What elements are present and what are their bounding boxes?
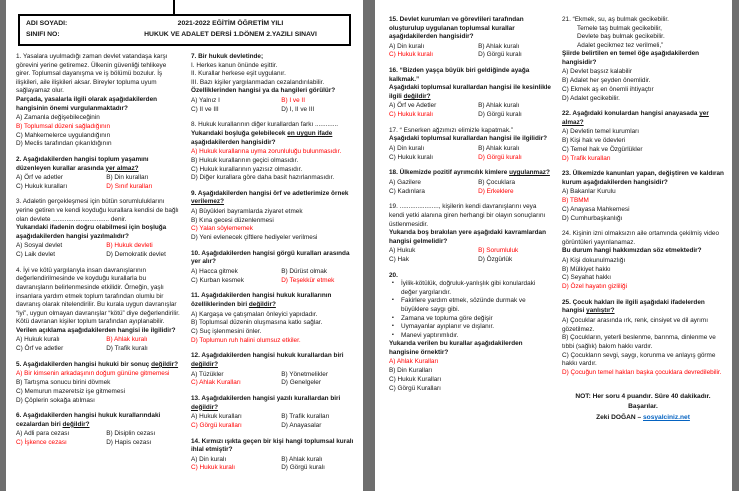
question-12-option-A: A) Tüzükler [191,370,224,378]
question-8-option-B: B) Hukuk kurallarının geçici olmasıdır. [191,156,299,164]
question-8 [191,121,355,183]
question-7-text: III. Bazı kişiler yargılanmadan cezalandırılabilir. [191,78,325,86]
page1-column-1 [16,53,180,480]
question-25-option-B: B) Çocukların, yeterli beslenme, barınma, dinlenme ve tıbbi (sağlık) bakım hakkı vardır. [562,334,716,351]
question-3-text: 3. Adaletin gerçekleşmesi için bütün sorumluluklarını yerine getiren ve kendi koyduğu kurallara kendisi de bağlı olan devlete ................................ denir. [16,198,179,223]
question-13 [191,395,355,431]
question-21-text: Şiirde belirtilen en temel öğe aşağıdakilerden hangisidir? [562,50,700,66]
question-25-option-D: D) Çocuğun temel hakları başka çocuklara devredilebilir. [562,369,722,377]
question-20-text: ▪ İyilik-kötülük, doğruluk-yanlışlık gibi konulardaki değer yargılarıdır. [389,280,551,297]
question-6-option-B: B) Disiplin cezası [106,430,156,438]
question-4-option-D: D) Trafik kuralı [106,345,148,353]
question-9-option-A: A) Büyükleri bayramlarda ziyaret etmek [191,208,303,216]
footer-website-link[interactable]: sosyalciniz.net [643,413,690,421]
question-8-option-C: C) Hukuk kurallarının yazısız olmasıdır. [191,165,303,173]
question-2-text: 2. Aşağıdakilerden hangisi toplum yaşamını düzenleyen kurallar arasında yer almaz? [16,155,149,172]
question-24-option-C: C) Seyahat hakkı [562,274,612,282]
question-12-option-C: C) Ahlak Kuralları [191,379,241,387]
page2-column-2-questions [562,16,724,378]
question-10 [191,250,355,286]
question-3-options [16,242,180,259]
question-19-option-C: C) Hak [389,256,409,263]
question-11-option-B: B) Toplumsal düzenin oluşmasına katkı sağlar. [191,319,323,327]
question-7-option-C: C) II ve III [191,105,219,113]
question-16-option-B: B) Ahlak kuralı [478,102,520,110]
question-1 [16,53,180,149]
question-2-options [16,174,180,191]
question-16-options [389,102,551,119]
question-11-options [191,311,355,346]
question-15 [389,16,551,60]
question-21-text: Adalet gecikmez tez verilmeli,” [577,41,664,49]
question-2-option-C: C) Hukuk kuralları [16,182,68,190]
question-20-option-B: B) Din Kuralları [389,367,433,375]
question-17-options [389,145,551,162]
question-20-text: ▪ Manevi yaptırımlıdır. [389,332,551,341]
question-7 [191,53,355,114]
question-12 [191,352,355,388]
question-10-text: 10. Aşağıdakilerden hangisi görgü kuralları arasında yer alır? [191,249,350,266]
question-21-option-D: D) Adalet gecikebilir. [562,94,620,102]
question-19-text: Yukarıda boş bırakılan yere aşağıdaki kavramlardan hangisi gelmelidir? [389,229,547,245]
question-6-text: 6. Aşağıdakilerden hangisi hukuk kurallarındaki cezalardan biri değildir? [16,412,161,428]
question-20-text: Yukarıda verilen bu kurallar aşağıdakilerden hangisine örnektir? [389,340,523,356]
question-15-option-C: C) Hukuk kuralı [389,51,434,59]
question-14-option-D: D) Görgü kuralı [281,464,325,472]
question-2-option-D: D) Sınıf kuralları [106,182,153,190]
question-21-options [562,68,724,103]
question-4-option-A: A) Hukuk kuralı [16,336,60,344]
question-19 [389,203,551,264]
question-3-option-A: A) Sosyal devlet [16,242,63,250]
question-10-option-B: B) Dürüst olmak [281,268,327,276]
exam-footer [562,392,724,424]
question-14 [191,438,355,474]
question-18-text: 18. Ülkemizde pozitif ayrımcılık kimlere uygulanmaz? [389,169,550,177]
question-13-option-C: C) Görgü kuralları [191,421,242,429]
question-2-option-B: B) Din kuralları [106,174,149,182]
question-25-text: 25. Çocuk hakları ile ilgili aşağıdaki ifadelerden hangisi yanlıştır? [562,298,705,315]
question-8-options [191,148,355,183]
question-22-text: 22. Aşağıdaki konulardan hangisi anayasada yer almaz? [562,110,709,126]
question-22-option-A: A) Devletin temel kurumları [562,128,640,136]
question-10-options [191,268,355,285]
question-13-option-B: B) Trafik kuralları [281,413,330,421]
question-15-option-D: D) Görgü kuralı [478,51,522,59]
question-13-options [191,413,355,430]
question-7-text: II. Kurallar herkese eşit uygulanır. [191,70,286,78]
footer-note: NOT: Her soru 4 puandır. Süre 40 dakikadır. [575,392,711,400]
question-11-option-D: D) Toplumun ruh halini olumsuz etkiler. [191,336,301,344]
question-13-option-A: A) Hukuk kuralları [191,413,242,421]
question-17-option-A: A) Din kuralı [389,145,425,153]
school-year-title: 2021-2022 EĞİTİM ÖĞRETİM YILI [177,20,284,27]
question-14-options [191,456,355,473]
question-5-options [16,370,180,405]
question-12-option-D: D) Genelgeler [281,379,321,387]
question-24 [562,230,724,292]
question-11-option-A: A) Kargaşa ve çatışmaları önleyici yapıdadır. [191,310,318,318]
footer-wishes: Başarılar. [628,403,658,411]
question-5-option-C: C) Memurun mazeretsiz işe gitmemesi [16,387,126,395]
footer-author: Zeki DOĞAN – [596,413,642,421]
question-18-option-D: D) Erkeklere [478,187,514,195]
question-24-options [562,257,724,292]
question-4-option-C: C) Örf ve adetler [16,345,64,353]
question-3-option-D: D) Demokratik devlet [106,251,166,259]
question-19-option-A: A) Hukuk [389,247,416,255]
exam-page-1 [6,0,363,491]
question-7-option-D: D) I, II ve III [281,105,315,113]
question-3-text: Yukarıdaki ifadenin doğru olabilmesi için boşluğa aşağıdakilerden hangisi yazılmalıdır? [16,224,167,240]
question-9-option-B: B) Kına gecesi düzenlenmesi [191,216,274,224]
question-4 [16,267,180,354]
question-16-text: 16. “Bizden yaşça büyük biri geldiğinde ayağa kalkmak.” [389,67,530,83]
question-15-options [389,43,551,60]
question-19-option-D: D) Özgürlük [478,256,513,263]
question-7-text: I. Herkes kanun önünde eşittir. [191,61,278,69]
question-23-option-B: B) TBMM [562,197,589,205]
question-20-option-A: A) Ahlak Kuralları [389,358,439,366]
question-16 [389,67,551,120]
question-20-option-C: C) Görgü Kuralları [389,384,441,392]
question-18 [389,169,551,196]
question-20 [389,272,551,394]
question-8-option-D: D) Diğer kurallara göre daha basit hazırlanmasıdır. [191,174,335,182]
question-16-option-A: A) Örf ve Adetler [389,102,437,110]
question-1-text: Parçada, yasalarla ilgili olarak aşağıdakilerden hangisinin önemi vurgulanmaktadır? [16,95,158,112]
question-23-option-A: A) Bakanlar Kurulu [562,188,616,196]
question-8-text: 8. Hukuk kurallarının diğer kurallardan farkı ............. [191,121,339,129]
question-5-option-B: B) Tartışma sonucu birini dövmek [16,379,111,387]
question-23-text: 23. Ülkemizde kanunları yapan, değiştiren ve kaldıran kurum aşağıdakilerden hangisidir? [562,170,724,186]
class-number-label: SINIFI NO: [26,30,60,38]
question-21-option-B: B) Adalet her şeyden önemlidir. [562,77,651,85]
question-9-text: 9. Aşağıdakilerden hangisi örf ve adetlerimize örnek verilemez? [191,189,349,206]
question-18-option-B: B) Çocuklara [478,179,516,186]
question-23-options [562,188,724,223]
question-20-text: ▪ Zamana ve topluma göre değişir [389,315,551,324]
page1-column-2 [191,53,355,480]
question-17 [389,127,551,163]
question-1-option-C: C) Mahkemelerce uygulandığının [16,131,111,139]
question-23 [562,170,724,223]
question-21-text: Devlete baş bulmak gecikebilir. [577,33,665,41]
question-10-option-D: D) Teşekkür etmek [281,276,335,284]
question-24-option-D: D) Özel hayatın gizliliği [562,283,627,291]
question-13-option-D: D) Anayasalar [281,421,322,429]
question-15-option-B: B) Ahlak kuralı [478,42,520,50]
question-6-options [16,430,180,447]
question-19-text: 19. ......................, kişilerin kendi davranışlarını veya kendi yetki alanına giren herhangi bir olayın sonuçlarını üstlenmesidir. [389,203,546,228]
question-4-text: Verilen açıklama aşağıdakilerden hangisi ile ilgilidir? [16,326,176,334]
question-6-option-C: C) İşkence cezası [16,439,67,447]
question-22-option-B: B) Kişi hak ve ödevleri [562,137,626,145]
student-name-label: ADI SOYADI: [26,20,68,27]
question-20-text: 20. [389,271,398,279]
question-10-option-C: C) Kurban kesmek [191,276,244,284]
question-6-option-D: D) Hapis cezası [106,439,152,447]
question-20-text: ▪ Uymayanlar ayıplanır ve dışlanır. [389,323,551,332]
question-21-option-A: A) Devlet başsız kalabilir [562,68,632,76]
question-22-options [562,128,724,163]
question-20-text: ▪ Fakirlere yardım etmek, sözünde durmak ve büyüklere saygı gibi. [389,297,551,314]
question-23-option-C: C) Anayasa Mahkemesi [562,205,630,213]
question-10-option-A: A) Hacca gitmek [191,268,238,276]
question-3-option-B: B) Hukuk devleti [106,242,153,250]
question-12-text: 12. Aşağıdakilerden hangisi hukuk kurallardan biri değildir? [191,352,344,368]
question-1-option-B: B) Toplumsal düzeni sağladığının [16,122,111,130]
question-15-option-A: A) Din kuralı [389,42,425,50]
question-16-text: Aşağıdaki toplumsal kurallardan hangisi ile kesinlikle ilgili değildir? [389,84,551,100]
question-19-options [389,247,551,264]
question-7-text: Özelliklerinden hangisi ya da hangileri görülür? [191,87,336,95]
question-17-text: Aşağıdaki toplumsal kurallardan hangisi ile ilgilidir? [389,135,548,143]
question-24-option-B: B) Mülkiyet hakkı [562,265,611,273]
question-4-option-B: B) Ahlak kuralı [106,336,148,344]
question-9-option-D: D) Yeni evlenecek çiftlere hediyeler verilmesi [191,234,318,242]
question-9-options [191,208,355,243]
question-19-option-B: B) Sorumluluk [478,247,519,255]
question-1-text: 1. Yasalara uyulmadığı zaman devlet vatandaşa karşı görevini yerine getiremez. Ülkenin güvenliği tehlikeye girer. Toplumsal dayanışma ve iş bölümü bozulur. İş ilişkileri, aile ilişkileri aksar. Bireyler topluma uyum sağlayamaz olur. [16,53,168,95]
question-20-option-C: C) Hukuk Kuralları [389,375,442,383]
page2-column-1 [389,16,551,423]
question-14-option-C: C) Hukuk kuralı [191,464,236,472]
question-4-text: 4. İyi ve kötü yargılarıyla insan davranışlarının değerlendirilmesinde ve koyduğu kurallarla bu davranışların belirlenmesinde etkilidir. Örneğin, yaşlı insanlara yardım etmek toplum tarafından olumlu bir davranış olarak nitelendirilir. Bu kurala uygun davranışlar “iyi”, uygun olmayan davranışlar “kötü” diye değerlendirilir. Kötü davranan kişiler toplum tarafından ayıplanabilir. [16,266,180,326]
exam-header-box [18,14,351,46]
question-25-option-A: A) Çocuklar arasında ırk, renk, cinsiyet ve dil ayrımı gözetilmez. [562,316,708,333]
question-1-option-D: D) Meclis tarafından çıkarıldığının [16,140,112,148]
question-5-text: 5. Aşağıdakilerden hangisi hukuki bir sonuç değildir? [16,360,179,368]
question-17-text: 17. “ Esnerken ağzımızı elimizle kapatmak.” [389,126,513,134]
question-1-options [16,114,180,149]
question-21 [562,16,724,103]
question-3-option-C: C) Laik devlet [16,251,56,259]
question-24-option-A: A) Kişi dokunulmazlığı [562,256,626,264]
question-11-option-C: C) Suç işlenmesini önler. [191,328,262,335]
question-14-option-B: B) Ahlak kuralı [281,455,323,463]
question-8-option-A: A) Hukuk kurallarına uyma zorunluluğu bulunmasıdır. [191,148,342,156]
question-17-option-D: D) Görgü kuralı [478,153,522,161]
question-4-options [16,336,180,353]
question-22-option-C: C) Temel hak ve Özgürlükler [562,145,643,153]
question-11 [191,292,355,345]
question-8-text: Yukarıdaki boşluğa gelebilecek en uygun ifade aşağıdakilerden hangisidir? [191,129,333,146]
question-9 [191,190,355,243]
question-6-option-A: A) Adli para cezası [16,430,70,438]
question-18-option-C: C) Kadınlara [389,187,425,195]
question-25-options [562,317,724,378]
question-21-text: 21. “Ekmek, su, aş bulmak gecikebilir. [562,16,669,23]
question-6 [16,412,180,448]
question-5-option-D: D) Çöplerin sokağa atılması [16,396,95,404]
question-22-option-D: D) Trafik kuralları [562,154,611,162]
question-14-option-A: A) Din kuralı [191,455,227,463]
exam-page-2 [375,0,732,491]
question-7-text: 7. Bir hukuk devletinde; [191,53,264,61]
question-13-text: 13. Aşağıdakilerden hangisi yazılı kurallardan biri değildir? [191,394,341,411]
question-16-option-D: D) Görgü kuralı [478,111,522,119]
question-18-option-A: A) Gazilere [389,179,421,186]
question-5-option-A: A) Bir kimsenin arkadaşının doğum gününe gitmemesi [16,370,170,378]
question-2-option-A: A) Örf ve adetler [16,174,63,182]
question-18-options [389,179,551,196]
question-3 [16,198,180,259]
question-1-option-A: A) Zamanla değişebileceğinin [16,114,100,122]
question-22 [562,110,724,163]
question-7-option-B: B) I ve II [281,96,305,104]
question-21-option-C: C) Ekmek aş en önemli ihtiyaçtır [562,85,654,93]
question-14-text: 14. Kırmızı ışıkta geçen bir kişi hangi toplumsal kuralı ihlal etmiştir? [191,437,354,454]
question-25-option-C: C) Çocukların sevgi, saygı, korunma ve anlayış görme hakkı vardır. [562,351,716,368]
question-17-option-C: C) Hukuk kuralı [389,153,434,161]
question-9-option-C: C) Yalan söylememek [191,225,253,233]
footer-author-line [562,413,724,424]
question-23-option-D: D) Cumhurbaşkanlığı [562,214,623,222]
fold-mark [173,0,175,14]
question-21-text: Temele taş bulmak gecikebilir, [577,24,662,32]
question-11-text: 11. Aşağıdakilerden hangisi hukuk kurallarının özelliklerinden biri değildir? [191,292,332,309]
question-16-option-C: C) Hukuk kuralı [389,111,434,119]
question-7-options [191,97,355,114]
question-5 [16,361,180,405]
question-12-option-B: B) Yönetmelikler [281,370,328,378]
question-15-text: 15. Devlet kurumları ve görevlileri tarafından oluşturulup uygulanan toplumsal kurallar aşağıdakilerden hangisidir? [389,16,524,41]
question-25 [562,299,724,378]
question-24-text: 24. Kişinin izni olmaksızın aile ortamında çekilmiş video görüntüleri yayınlanamaz. [562,230,719,246]
exam-title: HUKUK VE ADALET DERSİ 1.DÖNEM 2.YAZILI SINAVI [144,30,317,38]
page2-column-2 [562,16,724,423]
question-2 [16,156,180,192]
question-12-options [191,371,355,388]
question-17-option-B: B) Ahlak kuralı [478,145,520,153]
question-24-text: Bu durum hangi hakkımızdan söz etmektedir? [562,247,702,255]
question-7-option-A: A) Yalnız I [191,96,220,104]
question-20-options [389,358,551,393]
